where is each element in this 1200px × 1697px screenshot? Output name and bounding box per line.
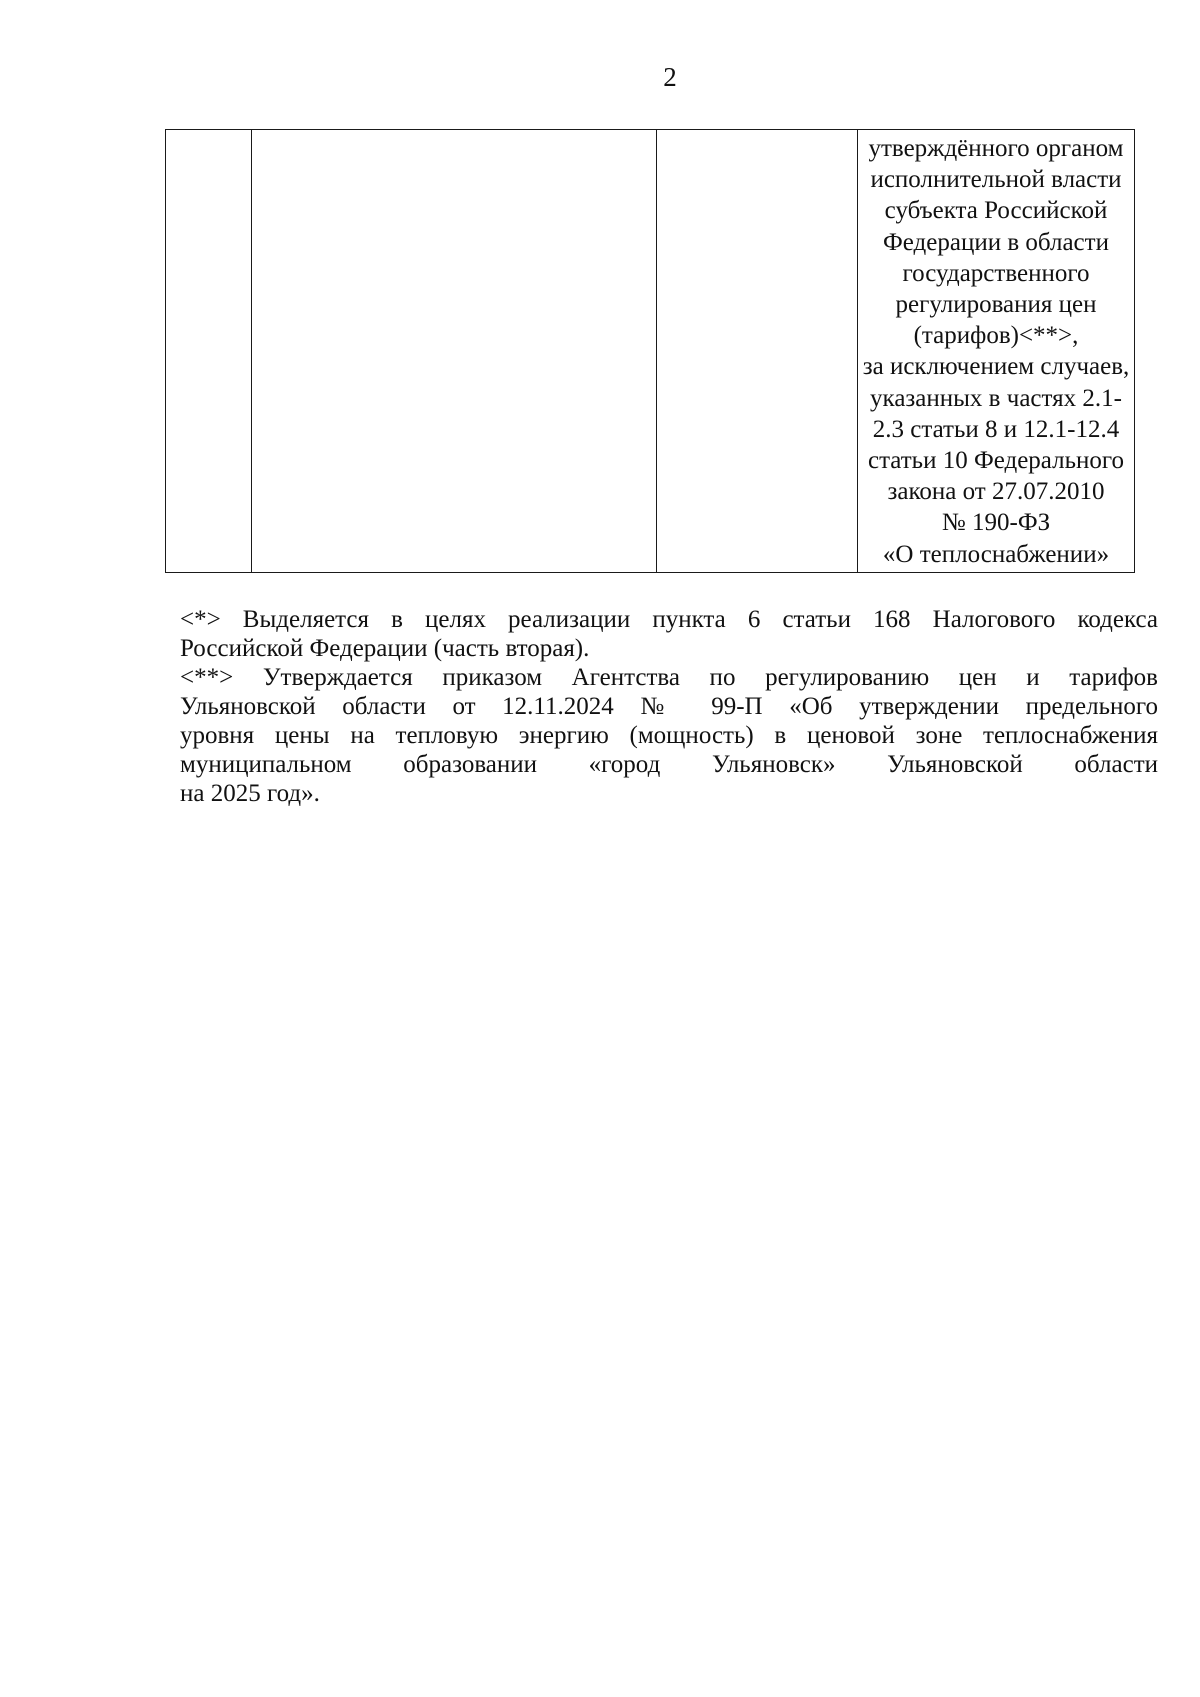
table-cell-text	[858, 130, 1134, 570]
cell-line: закона от 27.07.2010	[887, 478, 1105, 506]
cell-line: статьи 10 Федерального	[867, 447, 1125, 475]
footnote-2-line: муниципальном образовании «город Ульяновск» Ульяновской области	[180, 751, 1158, 778]
footnote-2-line: Ульяновской области от 12.11.2024 № 99-П «Об утверждении предельного	[180, 693, 1158, 720]
footnote-2-line: уровня цены на тепловую энергию (мощность) в ценовой зоне теплоснабжения	[180, 722, 1158, 749]
cell-line: исполнительной власти	[870, 166, 1122, 194]
table-cell-2	[252, 130, 657, 573]
table-cell-3	[657, 130, 858, 573]
cell-line: (тарифов)<**>,	[913, 322, 1079, 350]
cell-line: 2.3 статьи 8 и 12.1-12.4	[872, 415, 1120, 443]
cell-line: № 190-ФЗ	[941, 509, 1051, 537]
cell-line: государственного	[902, 259, 1090, 287]
table-cell-1	[166, 130, 252, 573]
table-row	[166, 130, 1135, 573]
cell-line: субъекта Российской	[884, 197, 1108, 225]
tariff-table	[165, 129, 1135, 573]
footnotes	[180, 605, 1158, 808]
cell-line: Федерации в области	[883, 228, 1109, 256]
footnote-1-line: Российской Федерации (часть вторая).	[180, 635, 590, 662]
footnote-2-line: на 2025 год».	[180, 780, 320, 807]
page-number: 2	[663, 62, 677, 92]
footnote-2-line: <**> Утверждается приказом Агентства по регулированию цен и тарифов	[180, 664, 1158, 691]
cell-line: регулирования цен	[895, 291, 1097, 319]
cell-line: утверждённого органом	[868, 135, 1124, 162]
footnote-1-line: <*> Выделяется в целях реализации пункта 6 статьи 168 Налогового кодекса	[180, 606, 1158, 633]
cell-line: указанных в частях 2.1-	[870, 384, 1122, 412]
table-cell-4	[858, 130, 1135, 573]
cell-line: за исключением случаев,	[862, 353, 1130, 381]
cell-line: «О теплоснабжении»	[882, 540, 1110, 568]
